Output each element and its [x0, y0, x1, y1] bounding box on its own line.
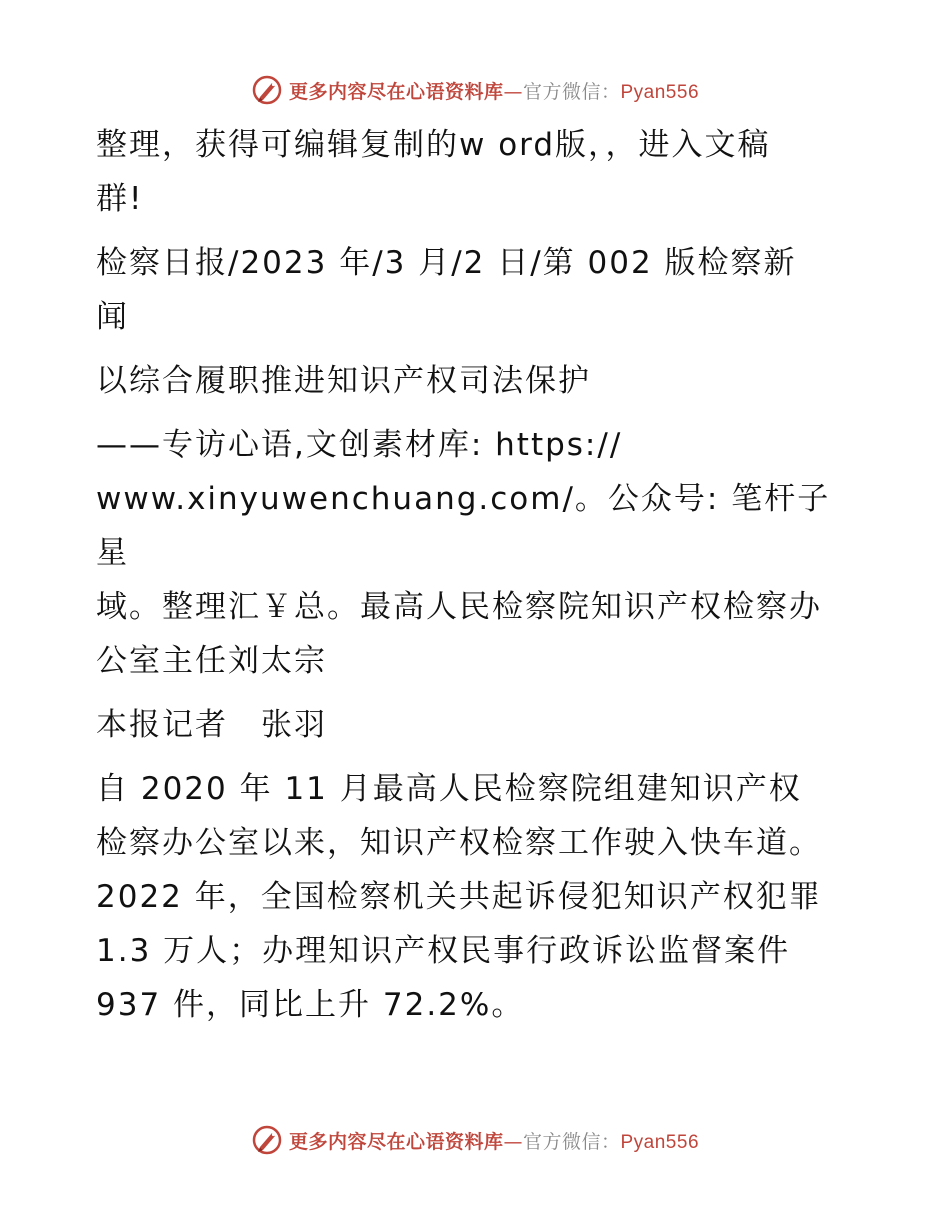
- watermark-dash: —: [503, 80, 523, 103]
- pen-logo-icon: [251, 74, 283, 106]
- byline: 本报记者 张羽: [96, 707, 327, 743]
- watermark-text: [289, 77, 699, 104]
- footer-watermark: [0, 1120, 950, 1160]
- watermark-brand: 更多内容尽在心语资料库: [288, 1130, 504, 1153]
- watermark-wechat-id: Pyan556: [620, 81, 700, 103]
- article-title: 以综合履职推进知识产权司法保护: [96, 363, 591, 399]
- watermark-text: [289, 1127, 699, 1154]
- watermark-brand: 更多内容尽在心语资料库: [288, 80, 504, 103]
- watermark-official-label: 官方微信：: [522, 1130, 621, 1153]
- source-line: 检察日报/2023 年/3 月/2 日/第 002 版检察新 闻: [96, 245, 797, 335]
- document-body: [96, 118, 856, 1032]
- pen-logo-icon: [251, 1124, 283, 1156]
- watermark-official-label: 官方微信：: [522, 80, 621, 103]
- intro-paragraph: 整理，获得可编辑复制的w ord版，，进入文稿 群!: [96, 127, 771, 217]
- watermark-wechat-id: Pyan556: [620, 1131, 700, 1153]
- article-subtitle: ——专访心语,文创素材库: https:// www.xinyuwenchuang.com/。公众号: 笔杆子星 域。整理汇￥总。最高人民检察院知识产权检察办 公室主任刘太宗: [96, 427, 831, 679]
- watermark-dash: —: [503, 1130, 523, 1153]
- body-paragraph: 自 2020 年 11 月最高人民检察院组建知识产权 检察办公室以来，知识产权检察工作驶入快车道。 2022 年，全国检察机关共起诉侵犯知识产权犯罪 1.3 万人；办理知识产权民事行政诉讼监督案件 937 件，同比上升 72.2%。: [96, 771, 822, 1023]
- header-watermark: [0, 70, 950, 110]
